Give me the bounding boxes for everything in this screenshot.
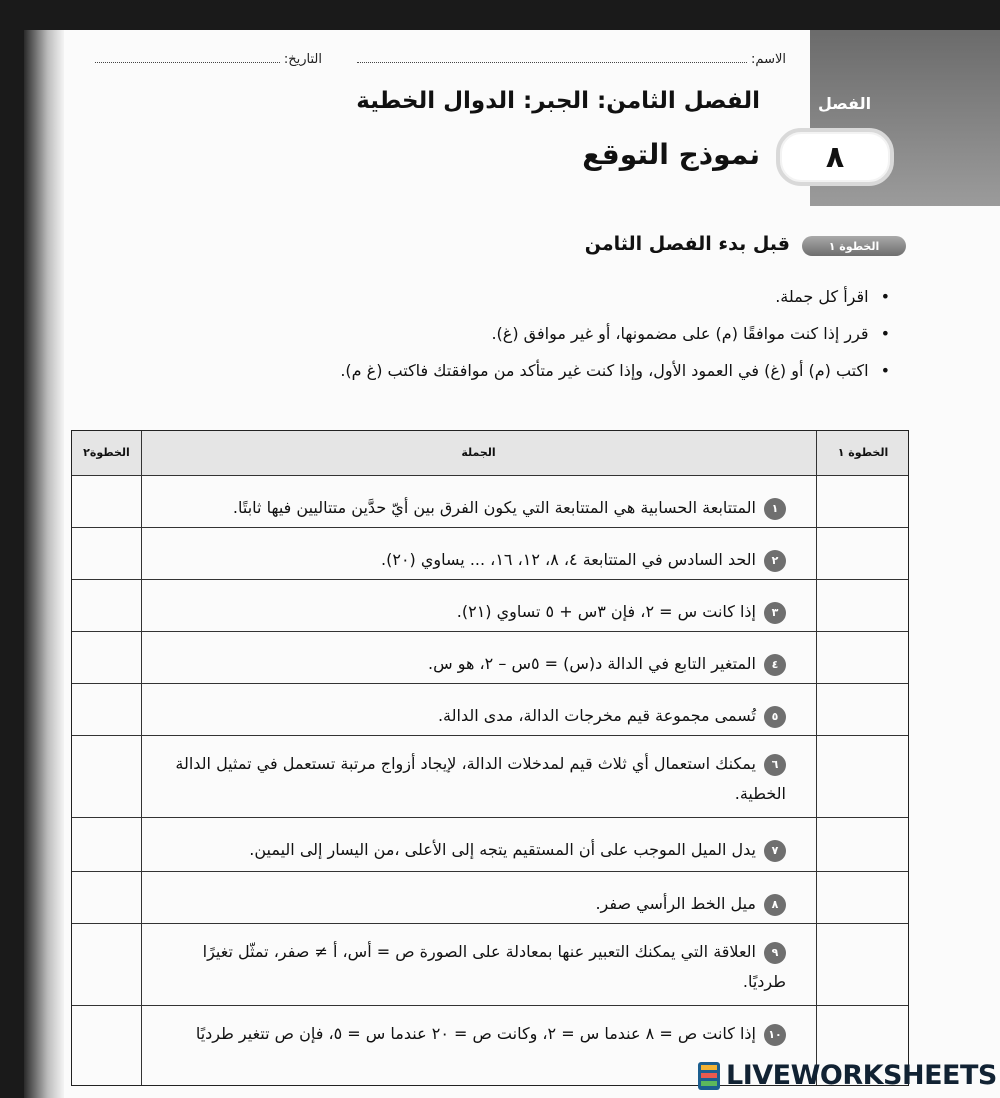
row-number-badge: ٩ xyxy=(764,942,786,964)
instruction-item: • قرر إذا كنت موافقًا (م) على مضمونها، أو غير موافق (غ). xyxy=(340,315,890,352)
instructions-list xyxy=(340,278,890,389)
date-line xyxy=(95,52,322,67)
chapter-title: الفصل الثامن: الجبر: الدوال الخطية xyxy=(356,88,760,114)
row-number-badge: ٦ xyxy=(764,754,786,776)
row-number-badge: ٥ xyxy=(764,706,786,728)
row-number-badge: ٤ xyxy=(764,654,786,676)
statement-text xyxy=(150,641,800,679)
row-number-badge: ٢ xyxy=(764,550,786,572)
anticipation-table xyxy=(71,430,909,1086)
header-step2: الخطوة٢ xyxy=(83,446,130,459)
header-step1: الخطوة ١ xyxy=(837,446,889,459)
statement-content: إذا كانت س = ٢، فإن ٣س + ٥ تساوي (٢١). xyxy=(456,602,756,621)
statement-content: يمكنك استعمال أي ثلاث قيم لمدخلات الدالة، لإيجاد أزواج مرتبة تستعمل في تمثيل الدالة الخطية. xyxy=(175,754,786,803)
instruction-item: • اكتب (م) أو (غ) في العمود الأول، وإذا كنت غير متأكد من موافقتك فاكتب (غ م). xyxy=(340,352,890,389)
name-line xyxy=(357,52,786,67)
row-number-badge: ٣ xyxy=(764,602,786,624)
statement-text xyxy=(150,741,800,809)
statement-content: إذا كانت ص = ٨ عندما س = ٢، وكانت ص = ٢٠ عندما س = ٥، فإن ص تتغير طرديًا xyxy=(195,1024,756,1043)
statement-content: ميل الخط الرأسي صفر. xyxy=(595,894,756,913)
step1-badge: الخطوة ١ xyxy=(802,236,906,256)
statement-content: العلاقة التي يمكنك التعبير عنها بمعادلة على الصورة ص = أس، أ ≠ صفر، تمثّل تغيرًا طرديًا. xyxy=(202,942,786,991)
name-label: الاسم: xyxy=(751,52,786,67)
name-field[interactable] xyxy=(357,62,747,63)
statement-text xyxy=(150,1011,800,1049)
statement-text xyxy=(150,827,800,865)
liveworksheets-logo-icon xyxy=(698,1062,720,1090)
statement-content: تُسمى مجموعة قيم مخرجات الدالة، مدى الدالة. xyxy=(437,706,756,725)
row-number-badge: ٧ xyxy=(764,840,786,862)
row-number-badge: ٨ xyxy=(764,894,786,916)
statement-text xyxy=(150,485,800,523)
header-statement: الجملة xyxy=(461,446,496,459)
statement-text xyxy=(150,693,800,731)
step1-title: قبل بدء الفصل الثامن xyxy=(584,233,790,255)
unit-title: نموذج التوقع xyxy=(582,138,760,171)
statement-content: الحد السادس في المتتابعة ٤، ٨، ١٢، ١٦، ... يساوي (٢٠). xyxy=(381,550,756,569)
statement-content: المتتابعة الحسابية هي المتتابعة التي يكون الفرق بين أيّ حدَّين متتاليين فيها ثابتًا. xyxy=(232,498,756,517)
instruction-item: • اقرأ كل جملة. xyxy=(340,278,890,315)
liveworksheets-watermark: LIVEWORKSHEETS xyxy=(726,1060,997,1091)
statement-text xyxy=(150,881,800,919)
chapter-tab-label: الفصل xyxy=(818,94,872,113)
row-number-badge: ١٠ xyxy=(764,1024,786,1046)
statement-text xyxy=(150,929,800,997)
statement-content: المتغير التابع في الدالة د(س) = ٥س – ٢، هو س. xyxy=(428,654,756,673)
chapter-number: ٨ xyxy=(776,128,894,186)
statement-content: يدل الميل الموجب على أن المستقيم يتجه إلى الأعلى ،من اليسار إلى اليمين. xyxy=(249,840,756,859)
date-field[interactable] xyxy=(95,62,280,63)
row-number-badge: ١ xyxy=(764,498,786,520)
date-label: التاريخ: xyxy=(283,52,322,67)
page-binding-shadow xyxy=(24,30,64,1098)
statement-text xyxy=(150,537,800,575)
statement-text xyxy=(150,589,800,627)
